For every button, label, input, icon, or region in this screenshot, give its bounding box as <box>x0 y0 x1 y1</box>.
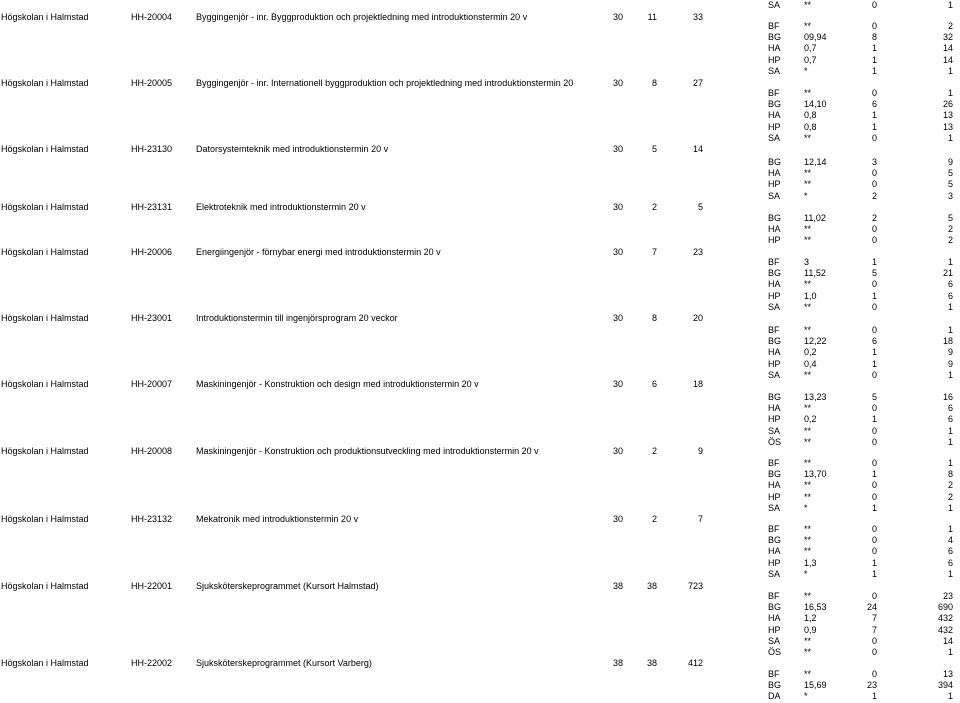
group-score: ** <box>804 491 812 502</box>
program-name: Sjuksköterskeprogrammet (Kursort Varberg) <box>196 658 372 668</box>
group-count-a: 0 <box>871 279 877 290</box>
program-code: HH-23132 <box>131 514 173 524</box>
group-count-a: 0 <box>871 0 877 10</box>
program-code: HH-22002 <box>131 658 173 668</box>
group-code: BG <box>768 268 782 279</box>
group-count-b: 6 <box>947 546 953 557</box>
group-count-a: 0 <box>871 235 877 246</box>
group-code: BF <box>768 591 780 601</box>
program-credits: 30 <box>612 514 623 524</box>
group-count-b: 18 <box>942 336 953 347</box>
group-code: SA <box>768 132 781 143</box>
group-score: ** <box>804 0 812 10</box>
group-code: BF <box>768 88 780 98</box>
program-count-a: 2 <box>651 446 657 456</box>
program-school: Högskolan i Halmstad <box>1 202 89 212</box>
group-code: HP <box>768 557 781 568</box>
program-name: Maskiningenjör - Konstruktion och design med introduktionstermin 20 v <box>196 379 479 389</box>
group-score: ** <box>804 436 812 447</box>
group-count-b: 1 <box>947 647 953 657</box>
group-code: HA <box>768 168 781 179</box>
group-score: ** <box>804 403 812 414</box>
group-count-b: 26 <box>942 99 953 110</box>
group-score: 1,2 <box>804 613 817 624</box>
program-count-b: 18 <box>692 379 703 389</box>
group-score: ** <box>804 21 812 31</box>
group-count-a: 7 <box>871 624 877 635</box>
group-count-b: 1 <box>947 568 953 579</box>
group-count-b: 1 <box>947 65 953 76</box>
group-score: 09,94 <box>804 32 827 43</box>
group-score: 12,22 <box>804 336 827 347</box>
program-count-b: 14 <box>692 144 703 154</box>
group-score: 1,0 <box>804 290 817 301</box>
group-score: ** <box>804 224 812 235</box>
program-credits: 30 <box>612 247 623 257</box>
program-credits: 30 <box>612 446 623 456</box>
group-score: 0,2 <box>804 414 817 425</box>
group-score: ** <box>804 279 812 290</box>
group-code: BF <box>768 669 780 679</box>
group-count-a: 1 <box>871 121 877 132</box>
program-code: HH-23130 <box>131 144 173 154</box>
group-count-b: 6 <box>947 290 953 301</box>
group-count-a: 23 <box>866 680 877 691</box>
group-count-b: 16 <box>942 392 953 402</box>
group-score: * <box>804 568 808 579</box>
group-score: ** <box>804 458 812 468</box>
group-score: ** <box>804 425 812 436</box>
group-score: ** <box>804 591 812 601</box>
program-count-a: 7 <box>651 247 657 257</box>
group-count-a: 0 <box>871 480 877 491</box>
group-count-b: 2 <box>947 235 953 246</box>
group-code: SA <box>768 190 781 201</box>
group-count-a: 0 <box>871 524 877 534</box>
group-code: HP <box>768 290 781 301</box>
group-count-a: 1 <box>871 65 877 76</box>
group-count-b: 1 <box>947 425 953 436</box>
program-code: HH-20006 <box>131 247 173 257</box>
program-code: HH-23001 <box>131 313 173 323</box>
group-count-b: 4 <box>947 535 953 546</box>
group-score: * <box>804 502 808 513</box>
group-score: ** <box>804 647 812 657</box>
group-count-a: 1 <box>871 568 877 579</box>
program-count-a: 5 <box>651 144 657 154</box>
group-code: BG <box>768 32 782 43</box>
group-count-a: 7 <box>871 613 877 624</box>
program-count-b: 20 <box>692 313 703 323</box>
group-count-b: 432 <box>937 624 953 635</box>
program-school: Högskolan i Halmstad <box>1 581 89 591</box>
group-score: 16,53 <box>804 602 827 613</box>
group-count-b: 690 <box>937 602 953 613</box>
group-code: HP <box>768 179 781 190</box>
group-count-a: 1 <box>871 347 877 358</box>
program-code: HH-20004 <box>131 12 173 22</box>
group-code: HA <box>768 43 781 54</box>
group-score: ** <box>804 179 812 190</box>
program-school: Högskolan i Halmstad <box>1 12 89 22</box>
group-code: SA <box>768 0 781 10</box>
program-code: HH-20008 <box>131 446 173 456</box>
group-count-b: 5 <box>947 213 953 223</box>
group-score: 0,8 <box>804 121 817 132</box>
group-count-a: 1 <box>871 414 877 425</box>
group-count-b: 13 <box>942 669 953 679</box>
group-count-b: 14 <box>942 54 953 65</box>
group-code: BG <box>768 602 782 613</box>
program-credits: 30 <box>612 313 623 323</box>
program-code: HH-22001 <box>131 581 173 591</box>
group-score: 11,52 <box>804 268 826 279</box>
program-credits: 30 <box>612 202 623 212</box>
program-credits: 30 <box>612 144 623 154</box>
group-count-a: 1 <box>871 691 877 702</box>
group-code: SA <box>768 301 781 312</box>
group-score: ** <box>804 235 812 246</box>
group-count-a: 0 <box>871 546 877 557</box>
group-count-b: 3 <box>947 190 953 201</box>
program-code: HH-20007 <box>131 379 173 389</box>
group-count-a: 24 <box>866 602 877 613</box>
group-count-b: 23 <box>942 591 953 601</box>
program-school: Högskolan i Halmstad <box>1 247 89 257</box>
group-code: HA <box>768 546 781 557</box>
group-count-a: 0 <box>871 436 877 447</box>
group-count-b: 6 <box>947 279 953 290</box>
group-count-a: 1 <box>871 502 877 513</box>
group-score: 14,10 <box>804 99 827 110</box>
group-code: HA <box>768 613 781 624</box>
group-score: ** <box>804 480 812 491</box>
group-code: HP <box>768 235 781 246</box>
group-score: ** <box>804 168 812 179</box>
group-count-b: 1 <box>947 436 953 447</box>
program-name: Datorsystemteknik med introduktionstermin 20 v <box>196 144 389 154</box>
group-code: HP <box>768 121 781 132</box>
group-score: ** <box>804 524 812 534</box>
group-count-b: 2 <box>947 21 953 31</box>
group-score: 13,23 <box>804 392 827 402</box>
group-count-a: 2 <box>871 213 877 223</box>
group-count-a: 1 <box>871 358 877 369</box>
group-code: BG <box>768 336 782 347</box>
program-name: Sjuksköterskeprogrammet (Kursort Halmstad) <box>196 581 379 591</box>
program-count-a: 6 <box>651 379 657 389</box>
group-score: 11,02 <box>804 213 826 223</box>
group-count-b: 1 <box>947 691 953 702</box>
group-score: 0,7 <box>804 54 817 65</box>
group-code: HA <box>768 347 781 358</box>
group-count-b: 6 <box>947 414 953 425</box>
group-count-b: 2 <box>947 491 953 502</box>
program-count-a: 2 <box>651 202 657 212</box>
group-count-a: 0 <box>871 458 877 468</box>
group-code: BG <box>768 213 782 223</box>
program-credits: 38 <box>612 658 623 668</box>
group-code: HA <box>768 279 781 290</box>
group-score: 0,9 <box>804 624 817 635</box>
group-count-b: 9 <box>947 358 953 369</box>
group-count-a: 5 <box>871 392 877 402</box>
program-code: HH-23131 <box>131 202 173 212</box>
group-count-b: 1 <box>947 257 953 267</box>
group-count-a: 0 <box>871 179 877 190</box>
group-count-a: 0 <box>871 301 877 312</box>
group-count-b: 1 <box>947 301 953 312</box>
group-code: HA <box>768 224 781 235</box>
group-code: BF <box>768 325 780 335</box>
group-score: 3 <box>804 257 810 267</box>
program-name: Energiingenjör - förnybar energi med introduktionstermin 20 v <box>196 247 441 257</box>
group-count-a: 0 <box>871 491 877 502</box>
group-count-a: 5 <box>871 268 877 279</box>
group-code: HA <box>768 403 781 414</box>
group-count-a: 0 <box>871 425 877 436</box>
program-school: Högskolan i Halmstad <box>1 78 89 88</box>
group-score: 13,70 <box>804 469 827 480</box>
group-count-b: 9 <box>947 347 953 358</box>
group-count-b: 5 <box>947 179 953 190</box>
group-count-b: 1 <box>947 132 953 143</box>
group-count-b: 21 <box>942 268 953 279</box>
group-count-b: 432 <box>937 613 953 624</box>
group-count-b: 8 <box>947 469 953 480</box>
group-code: BF <box>768 524 780 534</box>
group-code: BG <box>768 157 782 167</box>
group-score: * <box>804 190 808 201</box>
program-name: Introduktionstermin till ingenjörsprogram 20 veckor <box>196 313 398 323</box>
group-code: HA <box>768 480 781 491</box>
group-code: HP <box>768 414 781 425</box>
program-count-b: 27 <box>692 78 703 88</box>
group-score: ** <box>804 635 812 646</box>
program-count-b: 412 <box>687 658 703 668</box>
group-code: DA <box>768 691 781 702</box>
group-count-b: 2 <box>947 480 953 491</box>
group-count-a: 1 <box>871 257 877 267</box>
group-code: HP <box>768 624 781 635</box>
group-count-a: 0 <box>871 403 877 414</box>
group-code: BG <box>768 469 782 480</box>
group-code: HP <box>768 358 781 369</box>
group-count-a: 0 <box>871 224 877 235</box>
group-count-b: 2 <box>947 224 953 235</box>
group-count-a: 0 <box>871 591 877 601</box>
program-count-b: 9 <box>697 446 703 456</box>
group-count-a: 0 <box>871 369 877 380</box>
program-count-a: 2 <box>651 514 657 524</box>
group-count-b: 13 <box>942 110 953 121</box>
program-school: Högskolan i Halmstad <box>1 144 89 154</box>
group-count-b: 1 <box>947 88 953 98</box>
program-count-b: 23 <box>692 247 703 257</box>
group-code: BG <box>768 535 782 546</box>
group-score: ** <box>804 546 812 557</box>
program-count-b: 5 <box>697 202 703 212</box>
program-count-a: 8 <box>651 313 657 323</box>
group-count-b: 14 <box>942 635 953 646</box>
group-code: SA <box>768 369 781 380</box>
program-school: Högskolan i Halmstad <box>1 514 89 524</box>
group-code: BG <box>768 392 782 402</box>
group-score: ** <box>804 369 812 380</box>
group-code: BF <box>768 21 780 31</box>
program-credits: 38 <box>612 581 623 591</box>
group-score: ** <box>804 535 812 546</box>
group-score: 15,69 <box>804 680 827 691</box>
program-code: HH-20005 <box>131 78 173 88</box>
group-count-a: 0 <box>871 535 877 546</box>
group-count-a: 3 <box>871 157 877 167</box>
group-count-a: 0 <box>871 132 877 143</box>
group-count-a: 6 <box>871 99 877 110</box>
group-count-b: 1 <box>947 458 953 468</box>
group-score: ** <box>804 325 812 335</box>
group-count-a: 0 <box>871 168 877 179</box>
group-count-b: 1 <box>947 369 953 380</box>
group-score: * <box>804 691 808 702</box>
group-count-b: 13 <box>942 121 953 132</box>
group-count-b: 32 <box>942 32 953 43</box>
group-code: BF <box>768 458 780 468</box>
group-count-b: 5 <box>947 168 953 179</box>
program-count-a: 11 <box>647 12 657 22</box>
program-count-a: 8 <box>651 78 657 88</box>
group-code: HP <box>768 491 781 502</box>
group-code: HP <box>768 54 781 65</box>
group-code: SA <box>768 425 781 436</box>
group-score: ** <box>804 132 812 143</box>
group-count-b: 394 <box>937 680 953 691</box>
group-count-a: 2 <box>871 190 877 201</box>
group-count-b: 1 <box>947 0 953 10</box>
program-count-b: 7 <box>697 514 703 524</box>
group-count-b: 1 <box>947 524 953 534</box>
group-count-a: 1 <box>871 557 877 568</box>
group-score: 0,7 <box>804 43 817 54</box>
group-count-b: 14 <box>942 43 953 54</box>
group-count-a: 0 <box>871 88 877 98</box>
group-count-b: 6 <box>947 557 953 568</box>
group-count-a: 1 <box>871 469 877 480</box>
group-count-a: 6 <box>871 336 877 347</box>
group-code: HA <box>768 110 781 121</box>
group-code: BG <box>768 680 782 691</box>
program-name: Elektroteknik med introduktionstermin 20 v <box>196 202 366 212</box>
group-code: BF <box>768 257 780 267</box>
group-score: 1,3 <box>804 557 817 568</box>
group-score: ** <box>804 669 812 679</box>
group-count-a: 1 <box>871 290 877 301</box>
group-count-b: 9 <box>947 157 953 167</box>
group-score: * <box>804 65 808 76</box>
group-count-a: 1 <box>871 54 877 65</box>
program-name: Byggingenjör - inr. Byggproduktion och projektledning med introduktionstermin 20 v <box>196 12 528 22</box>
program-credits: 30 <box>612 12 623 22</box>
group-score: 0,2 <box>804 347 817 358</box>
program-school: Högskolan i Halmstad <box>1 446 89 456</box>
group-code: ÖS <box>768 647 782 657</box>
program-school: Högskolan i Halmstad <box>1 379 89 389</box>
group-count-b: 1 <box>947 502 953 513</box>
program-name: Mekatronik med introduktionstermin 20 v <box>196 514 359 524</box>
group-count-a: 0 <box>871 21 877 31</box>
program-count-b: 723 <box>687 581 703 591</box>
group-count-a: 0 <box>871 647 877 657</box>
group-code: SA <box>768 568 781 579</box>
group-count-a: 8 <box>871 32 877 43</box>
group-count-b: 6 <box>947 403 953 414</box>
group-score: 0,8 <box>804 110 817 121</box>
group-score: ** <box>804 88 812 98</box>
group-code: SA <box>768 635 781 646</box>
group-code: ÖS <box>768 436 782 447</box>
group-count-a: 0 <box>871 635 877 646</box>
program-credits: 30 <box>612 78 623 88</box>
group-count-a: 1 <box>871 110 877 121</box>
group-code: SA <box>768 502 781 513</box>
group-count-a: 0 <box>871 325 877 335</box>
program-name: Maskiningenjör - Konstruktion och produktionsutveckling med introduktionstermin 20 v <box>196 446 539 456</box>
group-count-a: 0 <box>871 669 877 679</box>
group-count-b: 1 <box>947 325 953 335</box>
group-count-a: 1 <box>871 43 877 54</box>
group-code: SA <box>768 65 781 76</box>
program-school: Högskolan i Halmstad <box>1 313 89 323</box>
group-code: BG <box>768 99 782 110</box>
program-name: Byggingenjör - inr. Internationell byggproduktion och projektledning med introduktionstermin 20 <box>196 78 574 88</box>
program-count-b: 33 <box>692 12 703 22</box>
program-school: Högskolan i Halmstad <box>1 658 89 668</box>
group-score: ** <box>804 301 812 312</box>
group-score: 12,14 <box>804 157 827 167</box>
program-count-a: 38 <box>646 658 657 668</box>
program-count-a: 38 <box>646 581 657 591</box>
program-credits: 30 <box>612 379 623 389</box>
group-score: 0,4 <box>804 358 817 369</box>
